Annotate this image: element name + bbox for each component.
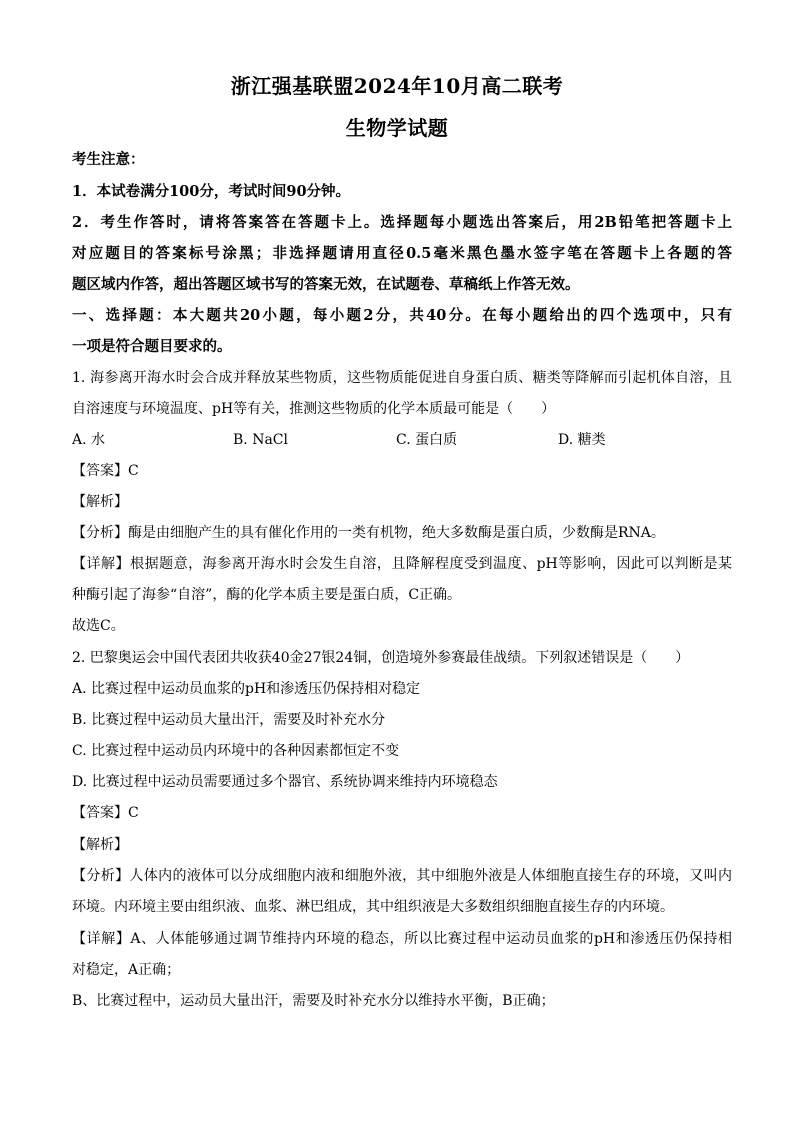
notice-item-2-line-3: 题区域内作答，超出答题区域书写的答案无效，在试题卷、草稿纸上作答无效。 bbox=[72, 276, 580, 293]
q1-stem-line-1: 1. 海参离开海水时会合成并释放某些物质，这些物质能促进自身蛋白质、糖类等降解而引起机体自溶，且 bbox=[72, 370, 732, 386]
exam-subtitle: 生物学试题 bbox=[345, 116, 449, 140]
q2-xiangjie-line-1: 【详解】A、人体能够通过调节维持内环境的稳态，所以比赛过程中运动员血浆的pH和渗透压仍保持相 bbox=[72, 931, 732, 947]
q1-stem-line-2: 自溶速度与环境温度、pH等有关，推测这些物质的化学本质最可能是（ ） bbox=[72, 401, 556, 417]
q2-analysis-tag: 【解析】 bbox=[72, 837, 128, 853]
q2-fenxi-line-1: 【分析】人体内的液体可以分成细胞内液和细胞外液，其中细胞外液是人体细胞直接生存的环境，又叫内 bbox=[72, 868, 732, 884]
q1-xiangjie-line-2: 种酶引起了海参“自溶”，酶的化学本质主要是蛋白质，C正确。 bbox=[72, 587, 462, 603]
q2-option-b: B. 比赛过程中运动员大量出汗，需要及时补充水分 bbox=[72, 712, 386, 728]
q1-conclusion: 故选C。 bbox=[72, 618, 125, 634]
q1-option-d: D. 糖类 bbox=[558, 432, 606, 448]
q1-answer: 【答案】C bbox=[72, 463, 139, 479]
q2-fenxi-line-2: 环境。内环境主要由组织液、血浆、淋巴组成，其中组织液是大多数组织细胞直接生存的内环境。 bbox=[72, 899, 674, 915]
q1-option-a: A. 水 bbox=[72, 432, 106, 448]
q1-option-c: C. 蛋白质 bbox=[396, 432, 458, 448]
q1-xiangjie-line-1: 【详解】根据题意，海参离开海水时会发生自溶，且降解程度受到温度、pH等影响，因此可以判断是某 bbox=[72, 556, 732, 572]
q1-fenxi: 【分析】酶是由细胞产生的具有催化作用的一类有机物，绝大多数酶是蛋白质，少数酶是RNA。 bbox=[72, 525, 665, 541]
section-heading-line-1: 一、选择题：本大题共20小题，每小题2分，共40分。在每小题给出的四个选项中，只有 bbox=[72, 307, 732, 324]
q2-option-a: A. 比赛过程中运动员血浆的pH和渗透压仍保持相对稳定 bbox=[72, 681, 421, 697]
q1-analysis-tag: 【解析】 bbox=[72, 494, 128, 510]
q1-option-b: B. NaCl bbox=[233, 432, 288, 448]
q2-xiangjie-line-2: 对稳定，A正确； bbox=[72, 962, 181, 978]
notice-item-2-line-1: 2．考生作答时，请将答案答在答题卡上。选择题每小题选出答案后，用2B铅笔把答题卡上 bbox=[72, 214, 732, 231]
q2-option-c: C. 比赛过程中运动员内环境中的各种因素都恒定不变 bbox=[72, 743, 400, 759]
notice-heading: 考生注意： bbox=[72, 151, 145, 168]
q2-xiangjie-line-3: B、比赛过程中，运动员大量出汗，需要及时补充水分以维持水平衡，B正确； bbox=[72, 993, 555, 1009]
notice-item-2-line-2: 对应题目的答案标号涂黑；非选择题请用直径0.5毫米黑色墨水签字笔在答题卡上各题的答 bbox=[72, 245, 732, 262]
q2-answer: 【答案】C bbox=[72, 805, 139, 821]
notice-item-1: 1．本试卷满分100分，考试时间90分钟。 bbox=[72, 183, 351, 200]
section-heading-line-2: 一项是符合题目要求的。 bbox=[72, 338, 232, 355]
q2-stem: 2. 巴黎奥运会中国代表团共收获40金27银24铜，创造境外参赛最佳战绩。下列叙述错误是（ ） bbox=[72, 650, 690, 666]
exam-title: 浙江强基联盟2024年10月高二联考 bbox=[230, 74, 564, 98]
q2-option-d: D. 比赛过程中运动员需要通过多个器官、系统协调来维持内环境稳态 bbox=[72, 774, 498, 790]
